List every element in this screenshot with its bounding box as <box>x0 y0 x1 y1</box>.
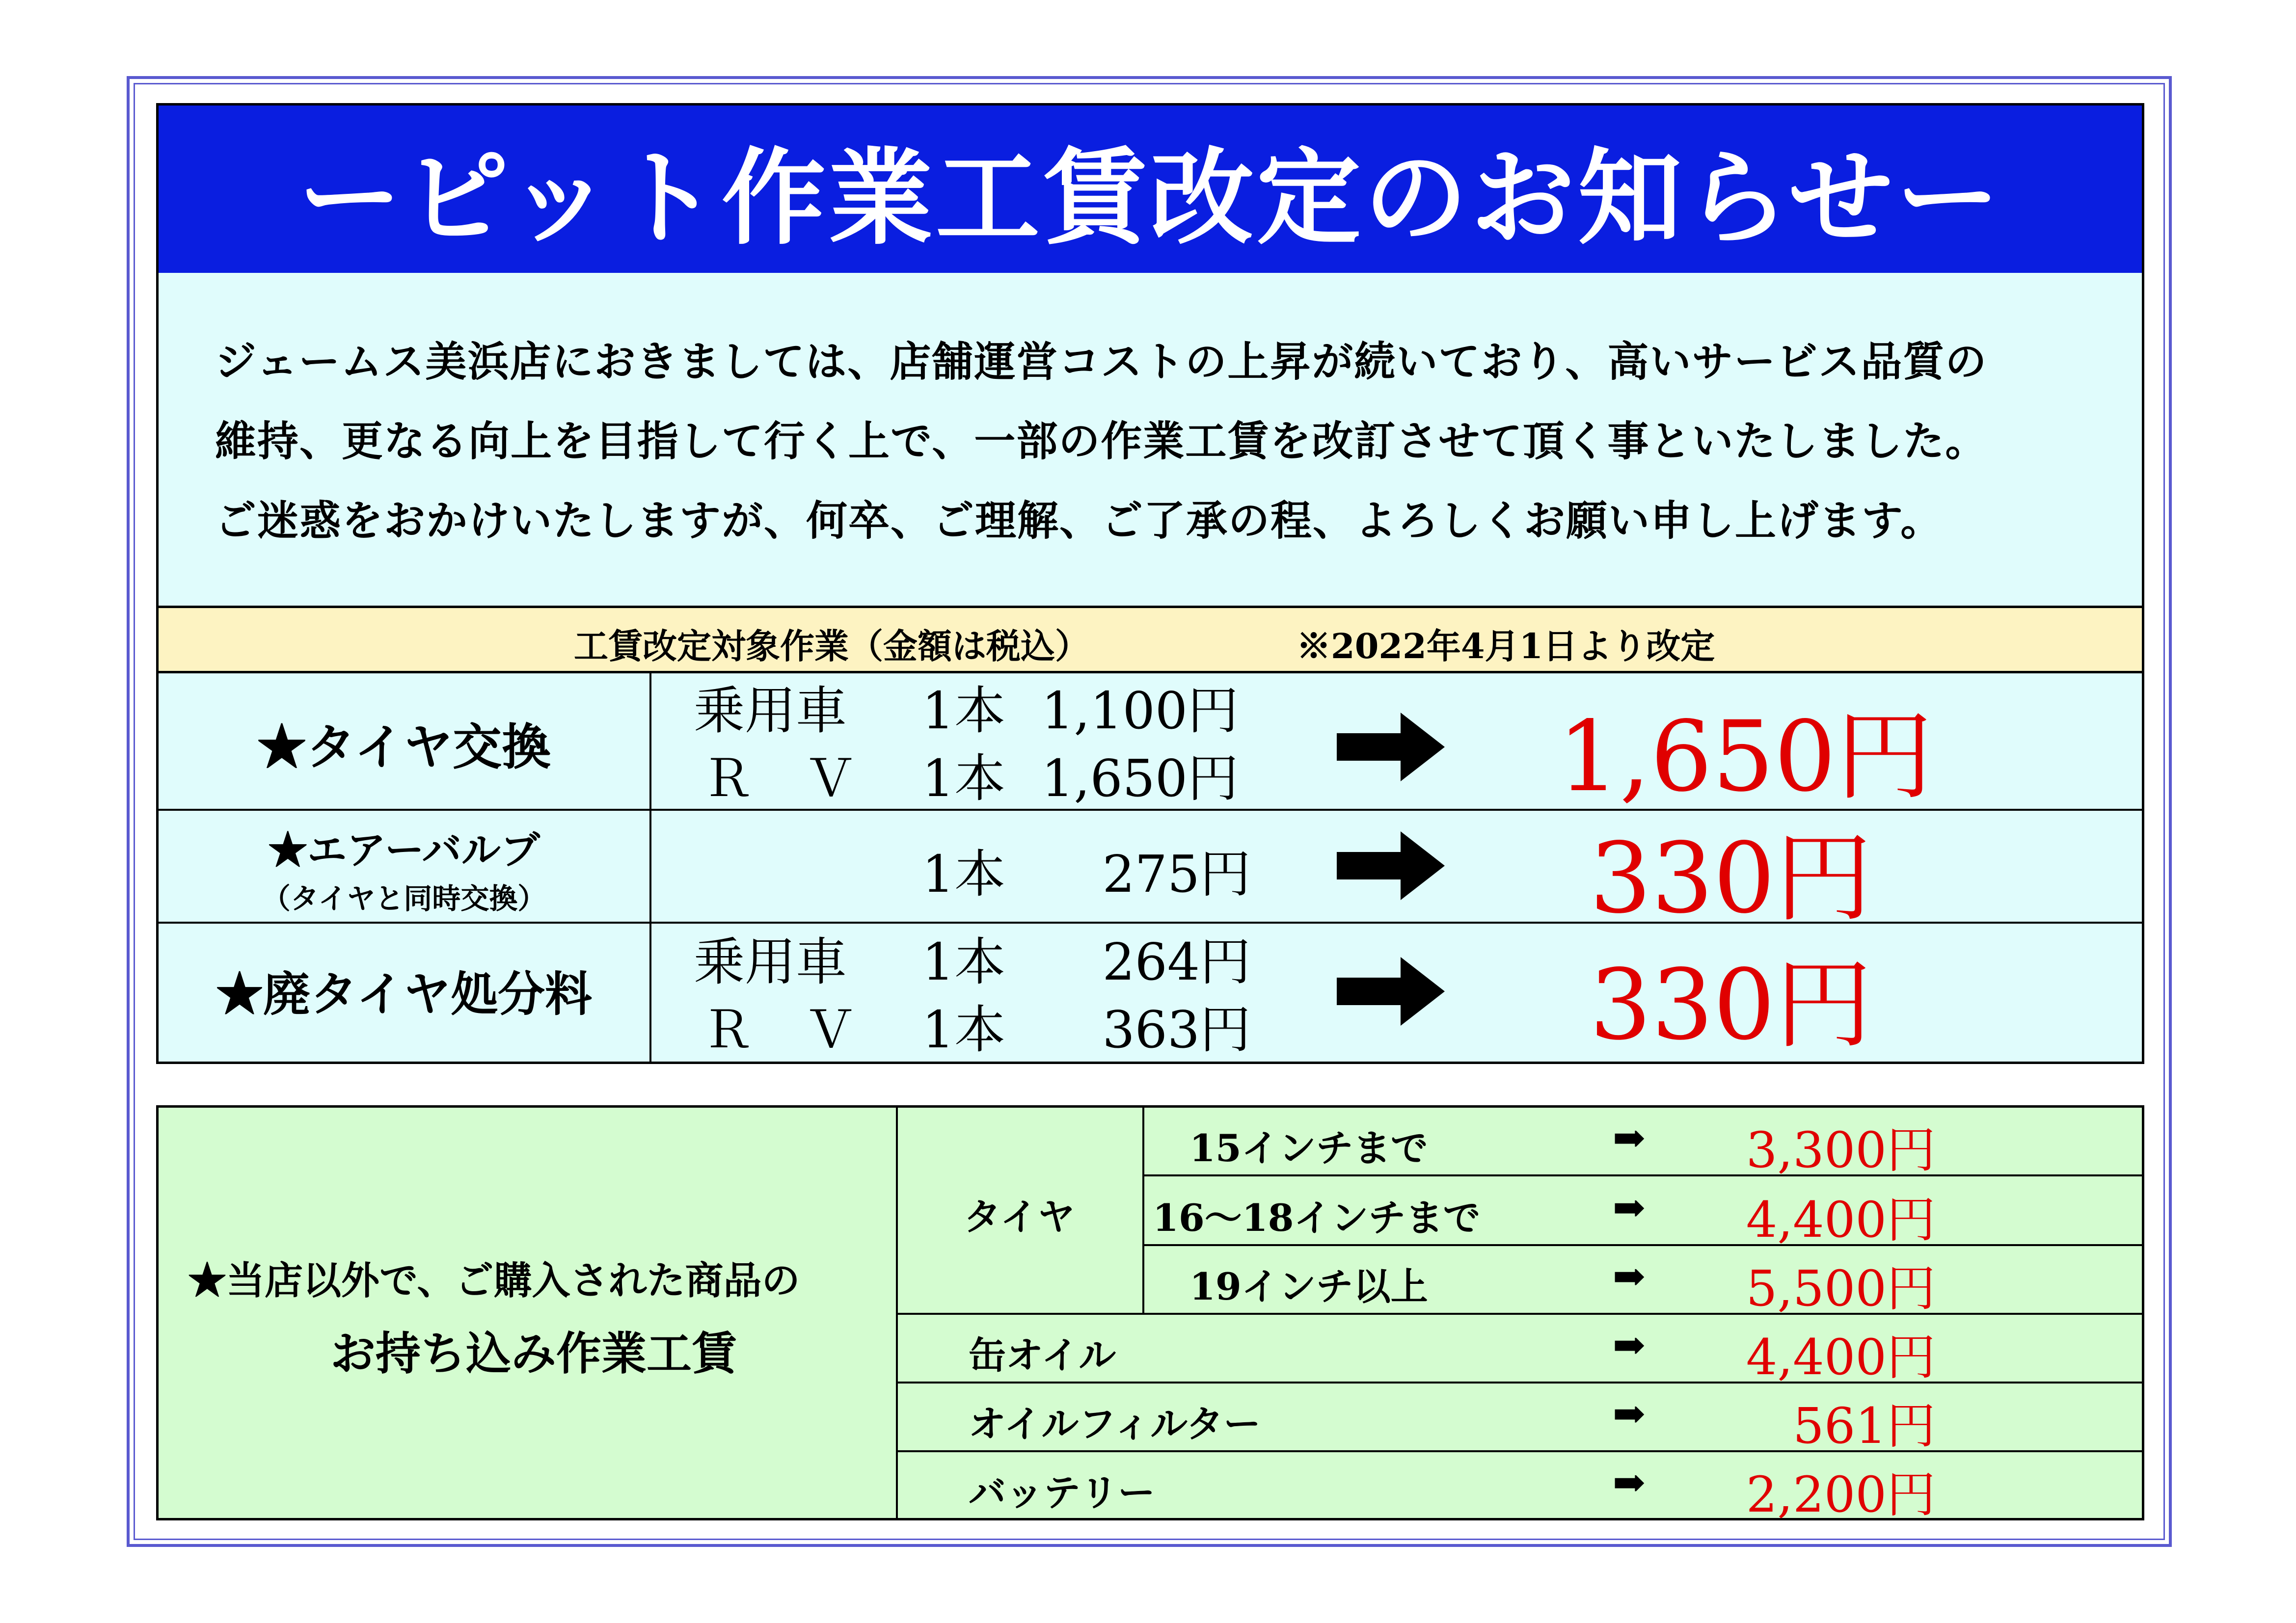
service-note: （タイヤと同時交換） <box>262 882 546 915</box>
carry-in-price: 2,200円 <box>1746 1466 1936 1523</box>
item-label: オイルフィルター <box>969 1402 1261 1446</box>
right-arrow-icon: ➡ <box>1613 1390 1646 1437</box>
carry-in-price: 561円 <box>1793 1397 1936 1455</box>
row-divider <box>896 1450 2142 1452</box>
tire-size-label: 15インチまで <box>1189 1126 1428 1170</box>
vehicle-type: Ｒ Ｖ <box>702 1000 856 1060</box>
carry-in-price: 4,400円 <box>1746 1329 1936 1386</box>
vehicle-type: 乗用車 <box>694 932 847 992</box>
row-divider <box>1142 1244 2142 1246</box>
service-name: ★エアーバルブ <box>268 827 540 873</box>
table-caption <box>156 606 2144 673</box>
carry-in-price: 5,500円 <box>1746 1260 1936 1317</box>
right-arrow-icon: ➡ <box>1613 1184 1646 1230</box>
price-revision-table <box>156 673 2144 1064</box>
carry-in-price: 4,400円 <box>1746 1191 1936 1249</box>
carry-in-heading: ★当店以外で、ご購入された商品の <box>188 1258 800 1303</box>
vehicle-type: 乗用車 <box>694 681 847 741</box>
caption-subject: 工賃改定対象作業（金額は税込） <box>574 626 1089 666</box>
item-label: バッテリー <box>969 1471 1155 1515</box>
tire-category-label: タイヤ <box>964 1195 1075 1239</box>
notice-line: ジェームス美浜店におきましては、店舗運営コストの上昇が続いており、高いサービス品質の <box>215 337 1988 386</box>
notice-line: ご迷惑をおかけいたしますが、何卒、ご理解、ご了承の程、よろしくお願い申し上げます。 <box>215 496 1943 545</box>
column-divider <box>1142 1108 1144 1314</box>
old-price: 264円 <box>1102 932 1251 992</box>
carry-in-fee-table <box>156 1105 2144 1523</box>
notice-box <box>156 273 2144 606</box>
old-price: 1,100円 <box>1041 681 1239 741</box>
new-price: 1,650円 <box>1558 700 1933 813</box>
row-divider <box>896 1313 2142 1315</box>
new-price: 330円 <box>1590 948 1872 1062</box>
quantity: 1本 <box>922 1000 1006 1060</box>
quantity: 1本 <box>922 681 1006 741</box>
row-divider <box>896 1382 2142 1384</box>
old-price: 363円 <box>1102 1000 1251 1060</box>
row-divider <box>1142 1174 2142 1176</box>
right-arrow-icon <box>1337 713 1445 781</box>
notice-line: 維持、更なる向上を目指して行く上で、一部の作業工賃を改訂させて頂く事といたしました。 <box>215 417 1988 465</box>
old-price: 1,650円 <box>1041 748 1239 808</box>
tire-size-label: 16～18インチまで <box>1153 1196 1481 1240</box>
service-name: ★廃タイヤ処分料 <box>216 966 593 1022</box>
carry-in-price: 3,300円 <box>1746 1121 1936 1179</box>
title-banner <box>156 103 2144 273</box>
quantity: 1本 <box>922 932 1006 992</box>
tire-size-label: 19インチ以上 <box>1189 1265 1428 1308</box>
carry-in-subheading: お持ち込み作業工賃 <box>330 1327 737 1380</box>
item-label: 缶オイル <box>969 1333 1116 1377</box>
right-arrow-icon <box>1337 831 1445 900</box>
vehicle-type: Ｒ Ｖ <box>702 748 856 808</box>
right-arrow-icon <box>1337 957 1445 1026</box>
old-price: 275円 <box>1102 844 1251 904</box>
page-title: ーピット作業工賃改定のお知らせー <box>297 137 2003 259</box>
new-price: 330円 <box>1590 822 1872 935</box>
service-name: ★タイヤ交換 <box>257 718 551 776</box>
column-divider <box>649 673 651 1064</box>
quantity: 1本 <box>922 844 1006 904</box>
caption-effective-date: ※2022年4月1日より改定 <box>1297 626 1715 666</box>
right-arrow-icon: ➡ <box>1613 1459 1646 1505</box>
right-arrow-icon: ➡ <box>1613 1253 1646 1299</box>
right-arrow-icon: ➡ <box>1613 1115 1646 1161</box>
quantity: 1本 <box>922 748 1006 808</box>
right-arrow-icon: ➡ <box>1613 1322 1646 1368</box>
